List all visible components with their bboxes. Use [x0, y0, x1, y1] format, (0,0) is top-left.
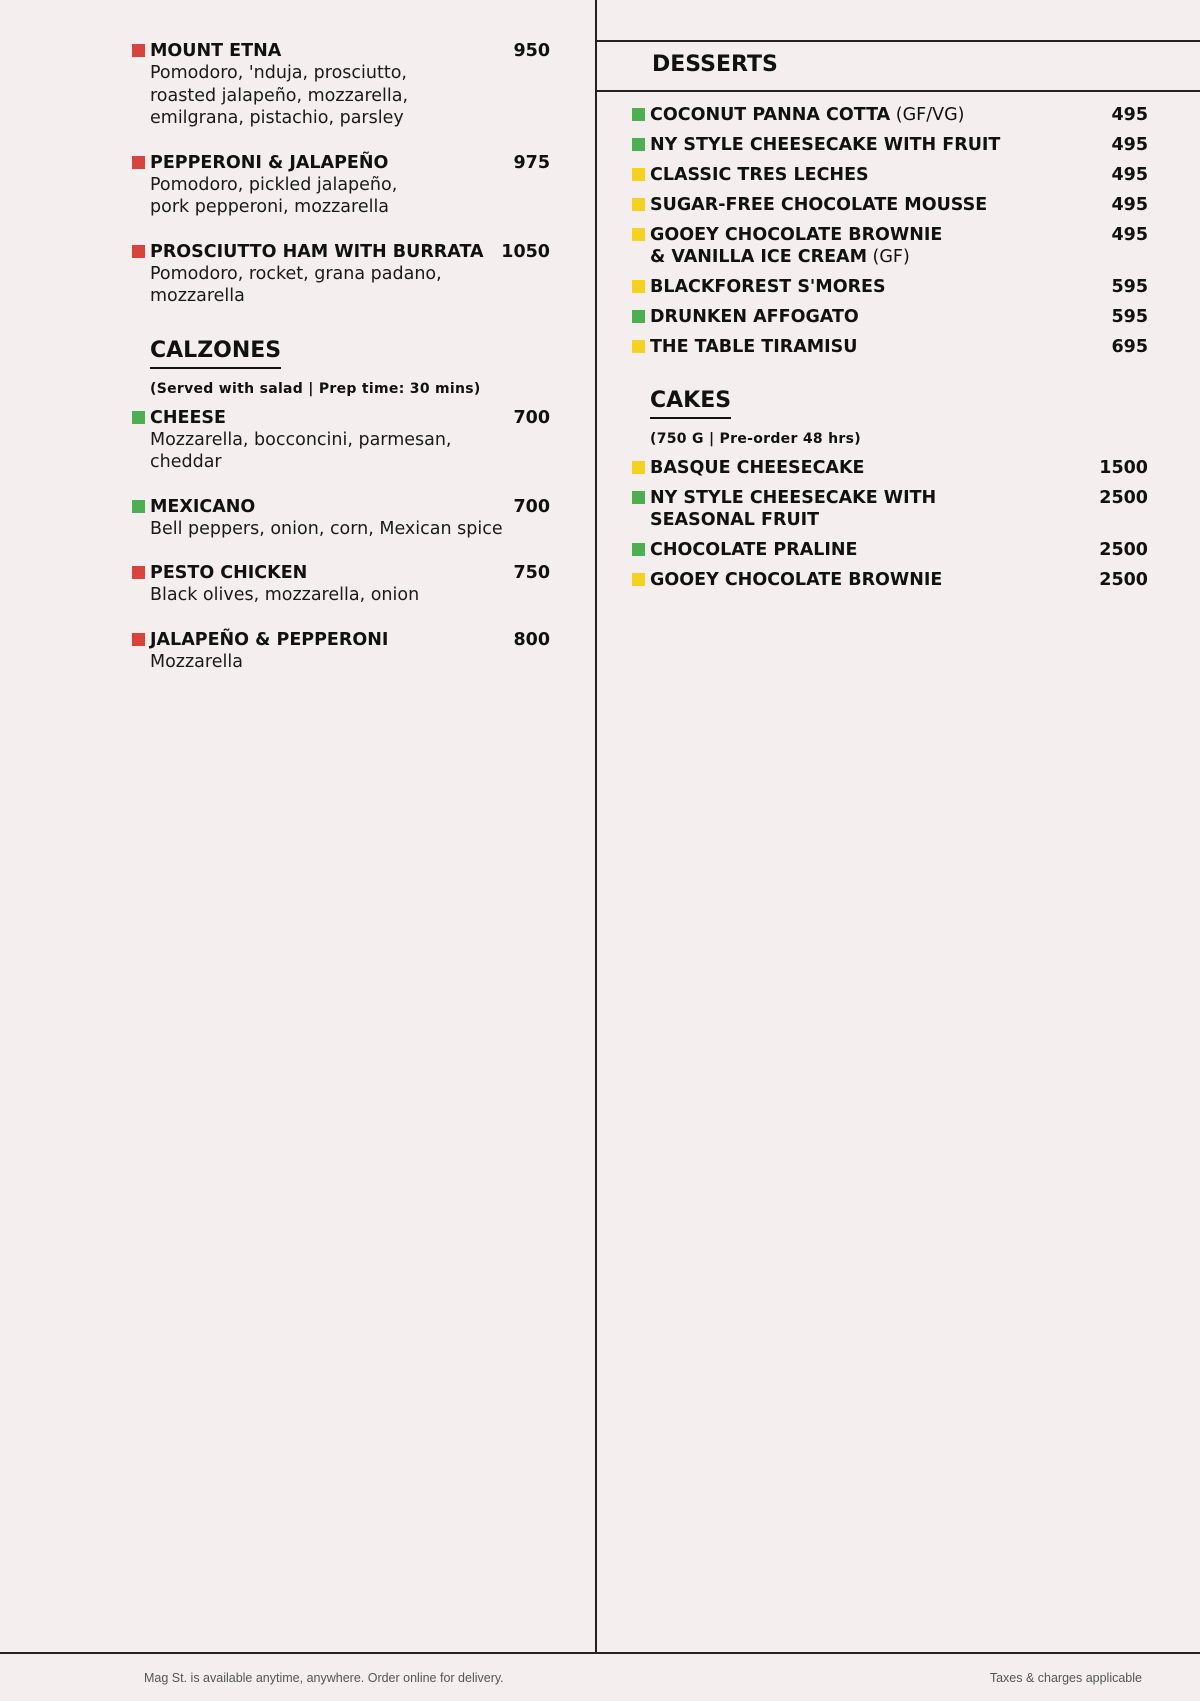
- menu-item: [632, 539, 1148, 561]
- item-name: CHOCOLATE PRALINE: [650, 540, 858, 560]
- menu-item: [632, 487, 1148, 531]
- item-name: GOOEY CHOCOLATE BROWNIE: [650, 570, 943, 590]
- item-price: 495: [1111, 105, 1148, 125]
- item-description: Mozzarella: [150, 651, 243, 672]
- item-name: NY STYLE CHEESECAKE WITH FRUIT: [650, 135, 1001, 155]
- item-name: SUGAR-FREE CHOCOLATE MOUSSE: [650, 195, 988, 215]
- item-name: PESTO CHICKEN: [150, 563, 308, 583]
- desserts-header: [597, 40, 1200, 92]
- item-name: BASQUE CHEESECAKE: [650, 458, 865, 478]
- footer-taxes-note: Taxes & charges applicable: [989, 1671, 1142, 1685]
- item-price: 800: [513, 629, 550, 650]
- egg-marker-icon: [632, 168, 645, 181]
- item-description: Black olives, mozzarella, onion: [150, 585, 420, 605]
- egg-marker-icon: [632, 198, 645, 211]
- item-name: NY STYLE CHEESECAKE WITH SEASONAL FRUIT: [650, 488, 937, 530]
- egg-marker-icon: [632, 573, 645, 586]
- item-name: THE TABLE TIRAMISU: [650, 337, 858, 357]
- menu-item: [632, 569, 1148, 591]
- item-name: GOOEY CHOCOLATE BROWNIE & VANILLA ICE CREAM (GF): [650, 225, 943, 267]
- menu-item: [632, 336, 1148, 358]
- egg-marker-icon: [632, 340, 645, 353]
- section-title-calzones: CALZONES: [150, 338, 281, 369]
- egg-marker-icon: [632, 461, 645, 474]
- veg-marker-icon: [632, 138, 645, 151]
- veg-marker-icon: [132, 411, 145, 424]
- item-price: 595: [1111, 277, 1148, 297]
- column-divider: [595, 0, 597, 1652]
- item-name: JALAPEÑO & PEPPERONI: [150, 629, 389, 650]
- menu-item: [132, 629, 550, 674]
- non-veg-marker-icon: [132, 566, 145, 579]
- item-price: 950: [513, 41, 550, 61]
- item-name: COCONUT PANNA COTTA (GF/VG): [650, 105, 965, 125]
- item-name: PEPPERONI & JALAPEÑO: [150, 152, 389, 173]
- item-description: Mozzarella, bocconcini, parmesan, cheddar: [150, 429, 452, 472]
- menu-item: [632, 134, 1148, 156]
- item-description: Pomodoro, pickled jalapeño, pork pepperoni, mozzarella: [150, 174, 398, 217]
- section-title-cakes: CAKES: [650, 388, 731, 419]
- menu-item: [632, 104, 1148, 126]
- section-note-calzones: (Served with salad | Prep time: 30 mins): [150, 380, 481, 397]
- non-veg-marker-icon: [132, 633, 145, 646]
- item-price: 975: [513, 152, 550, 173]
- footer-divider: [0, 1652, 1200, 1654]
- menu-item: [132, 496, 550, 541]
- item-price: 750: [513, 563, 550, 583]
- menu-item: [132, 407, 550, 474]
- non-veg-marker-icon: [132, 245, 145, 258]
- egg-marker-icon: [632, 228, 645, 241]
- item-tag: (GF/VG): [890, 105, 965, 125]
- item-price: 595: [1111, 307, 1148, 327]
- menu-item: [132, 40, 550, 130]
- left-column: [132, 40, 550, 695]
- item-price: 700: [513, 496, 550, 517]
- menu-item: [632, 276, 1148, 298]
- item-price: 1050: [501, 241, 550, 262]
- veg-marker-icon: [632, 108, 645, 121]
- item-price: 1500: [1099, 458, 1148, 478]
- menu-item: [632, 224, 1148, 268]
- item-name: BLACKFOREST S'MORES: [650, 277, 886, 297]
- menu-item: [132, 152, 550, 219]
- item-price: 700: [513, 407, 550, 428]
- item-name: MEXICANO: [150, 496, 256, 517]
- item-price: 495: [1111, 135, 1148, 155]
- item-name: MOUNT ETNA: [150, 41, 282, 61]
- item-price: 495: [1111, 165, 1148, 185]
- menu-item: [632, 457, 1148, 479]
- veg-marker-icon: [632, 491, 645, 504]
- item-price: 695: [1111, 337, 1148, 357]
- section-title-desserts: DESSERTS: [652, 52, 778, 77]
- item-name: PROSCIUTTO HAM WITH BURRATA: [150, 241, 484, 262]
- menu-item: [632, 194, 1148, 216]
- right-column: [632, 104, 1148, 599]
- item-description: Pomodoro, rocket, grana padano, mozzarella: [150, 263, 442, 306]
- menu-item: [632, 164, 1148, 186]
- item-name: CHEESE: [150, 407, 226, 428]
- footer-delivery-note: Mag St. is available anytime, anywhere. Order online for delivery.: [144, 1671, 504, 1685]
- item-price: 2500: [1099, 488, 1148, 508]
- item-name: CLASSIC TRES LECHES: [650, 165, 869, 185]
- item-price: 495: [1111, 195, 1148, 215]
- veg-marker-icon: [132, 500, 145, 513]
- item-price: 495: [1111, 225, 1148, 245]
- veg-marker-icon: [632, 310, 645, 323]
- veg-marker-icon: [632, 543, 645, 556]
- item-price: 2500: [1099, 540, 1148, 560]
- item-tag: (GF): [866, 247, 910, 267]
- section-note-cakes: (750 G | Pre-order 48 hrs): [650, 431, 861, 447]
- menu-item: [632, 306, 1148, 328]
- item-price: 2500: [1099, 570, 1148, 590]
- menu-item: [132, 562, 550, 607]
- non-veg-marker-icon: [132, 156, 145, 169]
- item-description: Bell peppers, onion, corn, Mexican spice: [150, 518, 503, 539]
- item-name: DRUNKEN AFFOGATO: [650, 307, 859, 327]
- non-veg-marker-icon: [132, 44, 145, 57]
- item-description: Pomodoro, 'nduja, prosciutto, roasted jalapeño, mozzarella, emilgrana, pistachio, parsley: [150, 63, 409, 128]
- menu-item: [132, 241, 550, 308]
- egg-marker-icon: [632, 280, 645, 293]
